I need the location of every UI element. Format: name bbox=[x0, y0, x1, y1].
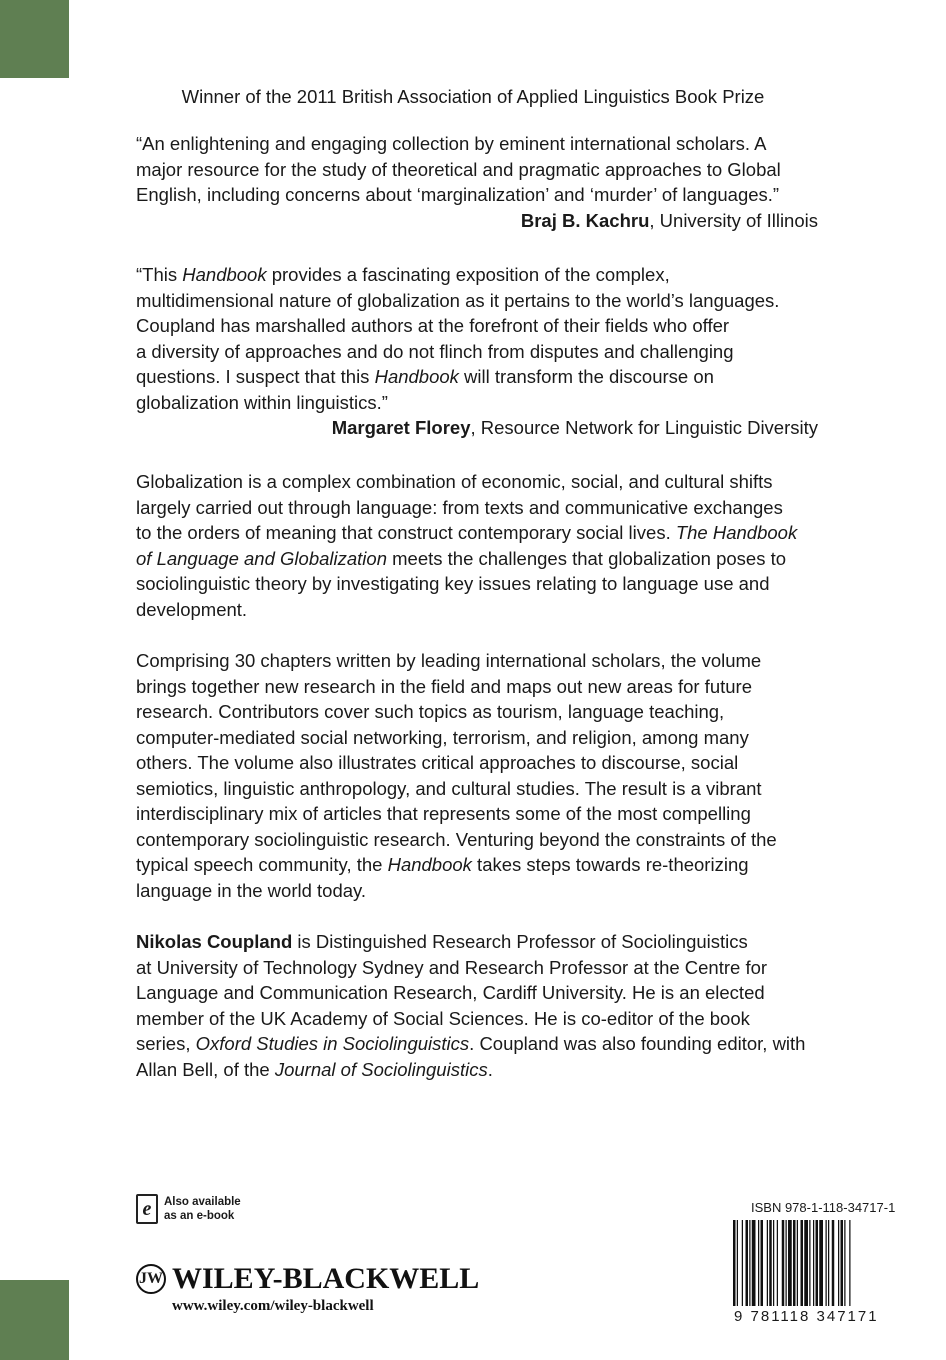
barcode-bar bbox=[758, 1220, 759, 1306]
description-paragraph-2 bbox=[136, 648, 818, 903]
quote-line: multidimensional nature of globalization as it pertains to the world’s languages. bbox=[136, 289, 780, 311]
barcode-bar bbox=[782, 1220, 785, 1306]
description-paragraph-1 bbox=[136, 469, 818, 622]
ebook-line: Also available bbox=[164, 1196, 241, 1208]
body-line: at University of Technology Sydney and Research Professor at the Centre for bbox=[136, 956, 768, 978]
barcode-bar bbox=[809, 1220, 810, 1306]
barcode-bar bbox=[749, 1220, 750, 1306]
barcode-bar bbox=[737, 1220, 738, 1306]
barcode-bar bbox=[797, 1220, 798, 1306]
body-line: interdisciplinary mix of articles that represents some of the most compelling bbox=[136, 803, 751, 824]
barcode-bar bbox=[804, 1220, 808, 1306]
isbn-label: ISBN 978-1-118-34717-1 bbox=[751, 1200, 896, 1215]
e-book-icon: e bbox=[136, 1194, 158, 1224]
top-left-color-block bbox=[0, 0, 69, 78]
barcode-bar bbox=[819, 1220, 823, 1306]
barcode-bar bbox=[849, 1220, 850, 1306]
barcode-bar bbox=[767, 1220, 768, 1306]
publisher-logo bbox=[136, 1262, 479, 1296]
barcode-bar bbox=[777, 1220, 778, 1306]
body-line: development. bbox=[136, 598, 248, 620]
quote-line: major resource for the study of theoretical and pragmatic approaches to Global bbox=[136, 158, 781, 180]
barcode-bar bbox=[844, 1220, 845, 1306]
barcode-bar bbox=[752, 1220, 756, 1306]
barcode-bar bbox=[826, 1220, 827, 1306]
body-line: Allan Bell, of the Journal of Sociolinguistics. bbox=[136, 1058, 493, 1080]
barcode-bar bbox=[832, 1220, 835, 1306]
barcode-bar bbox=[838, 1220, 839, 1306]
quote-line: “An enlightening and engaging collection by eminent international scholars. A bbox=[136, 133, 767, 154]
body-line: to the orders of meaning that construct contemporary social lives. The Handbook bbox=[136, 522, 798, 543]
body-line: language in the world today. bbox=[136, 879, 367, 901]
quote-affiliation: , Resource Network for Linguistic Diversity bbox=[470, 417, 818, 438]
body-line: brings together new research in the field and maps out new areas for future bbox=[136, 675, 752, 697]
barcode-bar bbox=[841, 1220, 844, 1306]
quote-kachru bbox=[136, 131, 818, 233]
quote-attribution bbox=[136, 415, 818, 441]
barcode-digits: 9 781118 347171 bbox=[734, 1308, 879, 1325]
quote-line: “This Handbook provides a fascinating exposition of the complex, bbox=[136, 264, 670, 285]
quote-line: globalization within linguistics.” bbox=[136, 391, 388, 413]
quote-line: questions. I suspect that this Handbook will transform the discourse on bbox=[136, 366, 714, 387]
body-line: Nikolas Coupland is Distinguished Research Professor of Sociolinguistics bbox=[136, 931, 748, 952]
publisher-name: WILEY-BLACKWELL bbox=[172, 1262, 480, 1295]
author-bio bbox=[136, 929, 818, 1082]
body-line: computer-mediated social networking, terrorism, and religion, among many bbox=[136, 726, 749, 748]
prize-line: Winner of the 2011 British Association of Applied Linguistics Book Prize bbox=[181, 86, 765, 107]
body-line: Language and Communication Research, Cardiff University. He is an elected bbox=[136, 982, 765, 1003]
body-line: sociolinguistic theory by investigating key issues relating to language use and bbox=[136, 573, 770, 594]
body-line: series, Oxford Studies in Sociolinguistics. Coupland was also founding editor, with bbox=[136, 1033, 806, 1054]
body-line: Globalization is a complex combination of economic, social, and cultural shifts bbox=[136, 471, 773, 492]
body-line: semiotics, linguistic anthropology, and cultural studies. The result is a vibrant bbox=[136, 777, 762, 799]
barcode-bar bbox=[742, 1220, 743, 1306]
barcode-bar bbox=[786, 1220, 787, 1306]
body-line: largely carried out through language: from texts and communicative exchanges bbox=[136, 496, 783, 518]
body-line: typical speech community, the Handbook takes steps towards re-theorizing bbox=[136, 854, 749, 875]
quote-author: Margaret Florey bbox=[331, 417, 471, 438]
barcode-bar bbox=[769, 1220, 772, 1306]
quote-line: a diversity of approaches and do not flinch from disputes and challenging bbox=[136, 340, 734, 362]
body-line: of Language and Globalization meets the challenges that globalization poses to bbox=[136, 547, 787, 569]
quote-line: English, including concerns about ‘marginalization’ and ‘murder’ of languages.” bbox=[136, 184, 780, 205]
body-line: contemporary sociolinguistic research. Venturing beyond the constraints of the bbox=[136, 828, 777, 850]
ebook-notice bbox=[136, 1194, 241, 1224]
barcode-bar bbox=[773, 1220, 774, 1306]
barcode-bar bbox=[733, 1220, 736, 1306]
body-line: others. The volume also illustrates critical approaches to discourse, social bbox=[136, 752, 739, 773]
wiley-logo-icon: JW bbox=[136, 1264, 166, 1294]
barcode-bar bbox=[746, 1220, 749, 1306]
quote-affiliation: , University of Illinois bbox=[649, 209, 818, 231]
barcode-bar bbox=[788, 1220, 792, 1306]
barcode bbox=[733, 1220, 896, 1310]
body-line: Comprising 30 chapters written by leading international scholars, the volume bbox=[136, 650, 762, 671]
quote-line: Coupland has marshalled authors at the forefront of their fields who offer bbox=[136, 315, 730, 336]
barcode-bar bbox=[816, 1220, 819, 1306]
quote-florey bbox=[136, 262, 818, 441]
body-line: member of the UK Academy of Social Sciences. He is co-editor of the book bbox=[136, 1007, 750, 1029]
barcode-bar bbox=[793, 1220, 796, 1306]
barcode-bar bbox=[801, 1220, 804, 1306]
publisher-url: www.wiley.com/wiley-blackwell bbox=[172, 1298, 374, 1314]
quote-author: Braj B. Kachru bbox=[520, 209, 650, 231]
barcode-bar bbox=[813, 1220, 814, 1306]
quote-attribution bbox=[136, 208, 818, 234]
barcode-bar bbox=[828, 1220, 829, 1306]
barcode-bar bbox=[761, 1220, 764, 1306]
body-line: research. Contributors cover such topics as tourism, language teaching, bbox=[136, 701, 725, 722]
bottom-left-color-block bbox=[0, 1280, 69, 1360]
ebook-line: as an e-book bbox=[164, 1210, 235, 1222]
author-name: Nikolas Coupland bbox=[136, 931, 293, 952]
